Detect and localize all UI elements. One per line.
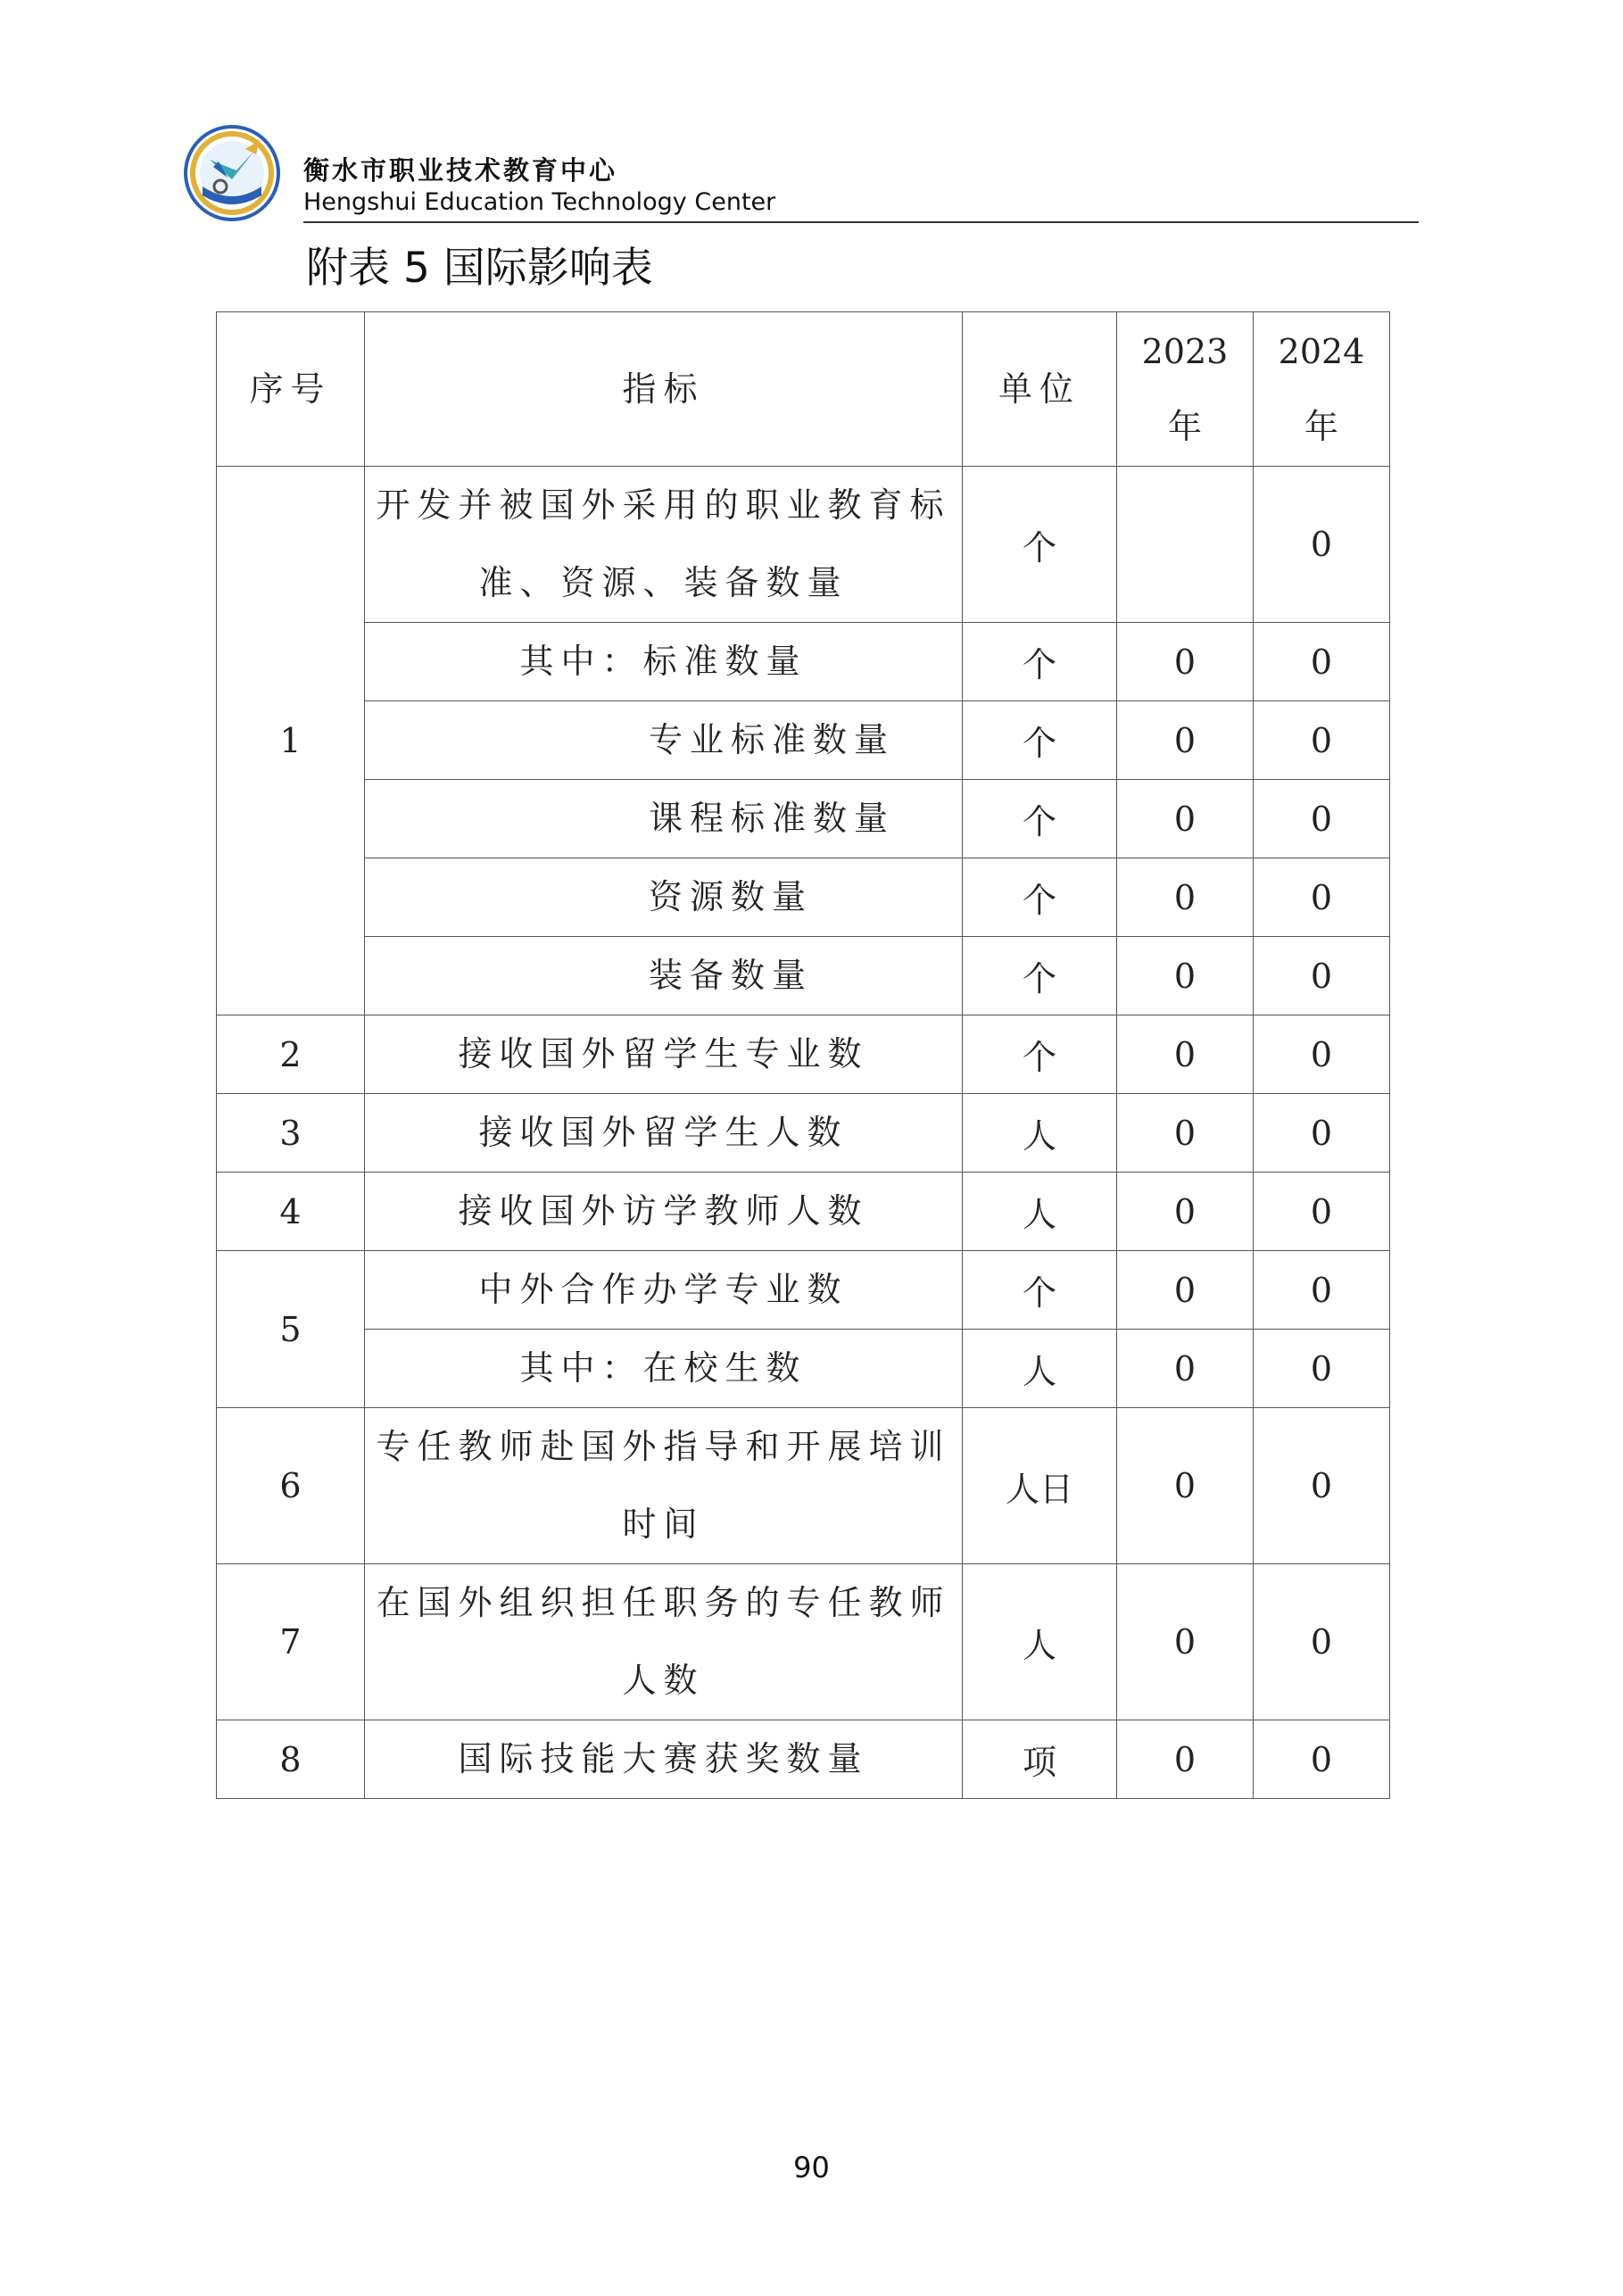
row-indicator: 课程标准数量 (365, 780, 963, 858)
table-row (217, 937, 1390, 1015)
row-value-2023: 0 (1117, 1015, 1254, 1094)
row-index: 1 (217, 467, 365, 1015)
row-value-2023: 0 (1117, 1094, 1254, 1173)
row-index: 2 (217, 1015, 365, 1094)
row-value-2024: 0 (1254, 1408, 1390, 1564)
row-unit: 项 (963, 1720, 1117, 1799)
header-indicator: 指标 (365, 312, 963, 467)
table-row (217, 701, 1390, 780)
row-value-2024: 0 (1254, 1564, 1390, 1720)
header-year-2023-suffix: 年 (1167, 407, 1202, 446)
row-unit: 个 (963, 701, 1117, 780)
row-value-2024: 0 (1254, 780, 1390, 858)
row-value-2023: 0 (1117, 701, 1254, 780)
row-unit: 人 (963, 1330, 1117, 1408)
row-value-2023: 0 (1117, 1564, 1254, 1720)
table-title: 附表 5 国际影响表 (306, 244, 653, 293)
row-unit: 人日 (963, 1408, 1117, 1564)
header-year-2024-number: 2024 (1278, 332, 1365, 371)
row-index: 8 (217, 1720, 365, 1799)
row-indicator: 其中：在校生数 (365, 1330, 963, 1408)
row-indicator: 装备数量 (365, 937, 963, 1015)
table-row (217, 623, 1390, 701)
row-index: 3 (217, 1094, 365, 1173)
table-row (217, 780, 1390, 858)
row-index: 6 (217, 1408, 365, 1564)
row-unit: 个 (963, 467, 1117, 623)
row-value-2023: 0 (1117, 623, 1254, 701)
header-unit: 单位 (963, 312, 1117, 467)
row-value-2023: 0 (1117, 937, 1254, 1015)
table-row (217, 1564, 1390, 1720)
organization-name-english: Hengshui Education Technology Center (303, 188, 776, 216)
row-indicator: 接收国外留学生人数 (365, 1094, 963, 1173)
row-unit: 个 (963, 858, 1117, 937)
row-value-2024: 0 (1254, 467, 1390, 623)
row-indicator (365, 1408, 963, 1564)
row-value-2023: 0 (1117, 1330, 1254, 1408)
header-year-2024 (1254, 312, 1390, 467)
page-header (183, 112, 1419, 236)
table-row (217, 1720, 1390, 1799)
row-unit: 个 (963, 780, 1117, 858)
row-value-2024: 0 (1254, 623, 1390, 701)
table-row (217, 1015, 1390, 1094)
indicator-line: 开发并被国外采用的职业教育标 (376, 485, 951, 525)
page-number: 90 (793, 2151, 830, 2184)
row-unit: 人 (963, 1564, 1117, 1720)
row-indicator: 其中：标准数量 (365, 623, 963, 701)
row-indicator: 资源数量 (365, 858, 963, 937)
row-value-2024: 0 (1254, 1251, 1390, 1330)
row-indicator (365, 467, 963, 623)
indicator-line: 时间 (622, 1504, 705, 1544)
row-value-2023: 0 (1117, 858, 1254, 937)
row-indicator: 专业标准数量 (365, 701, 963, 780)
header-divider (303, 221, 1419, 223)
row-value-2023: 0 (1117, 780, 1254, 858)
table-row (217, 1251, 1390, 1330)
row-value-2023 (1117, 467, 1254, 623)
table-row (217, 1408, 1390, 1564)
row-unit: 人 (963, 1173, 1117, 1251)
row-value-2024: 0 (1254, 858, 1390, 937)
row-unit: 个 (963, 623, 1117, 701)
indicator-line: 在国外组织担任职务的专任教师 (376, 1583, 951, 1622)
row-indicator: 中外合作办学专业数 (365, 1251, 963, 1330)
row-unit: 个 (963, 1015, 1117, 1094)
table-row (217, 467, 1390, 623)
table-row (217, 1173, 1390, 1251)
table-row (217, 858, 1390, 937)
row-unit: 个 (963, 1251, 1117, 1330)
row-unit: 人 (963, 1094, 1117, 1173)
row-value-2024: 0 (1254, 937, 1390, 1015)
header-year-2023 (1117, 312, 1254, 467)
row-indicator (365, 1564, 963, 1720)
organization-name-chinese: 衡水市职业技术教育中心 (303, 155, 618, 186)
international-influence-table (216, 311, 1390, 1799)
row-indicator: 国际技能大赛获奖数量 (365, 1720, 963, 1799)
indicator-line: 人数 (622, 1661, 705, 1700)
row-index: 4 (217, 1173, 365, 1251)
indicator-line: 准、资源、装备数量 (478, 563, 849, 602)
header-year-2024-suffix: 年 (1304, 407, 1338, 446)
table-header-row (217, 312, 1390, 467)
header-index: 序号 (217, 312, 365, 467)
table-row (217, 1330, 1390, 1408)
row-value-2024: 0 (1254, 701, 1390, 780)
row-value-2024: 0 (1254, 1015, 1390, 1094)
row-index: 7 (217, 1564, 365, 1720)
header-year-2023-number: 2023 (1141, 332, 1229, 371)
row-value-2023: 0 (1117, 1720, 1254, 1799)
table-row (217, 1094, 1390, 1173)
indicator-line: 专任教师赴国外指导和开展培训 (376, 1427, 951, 1466)
row-value-2023: 0 (1117, 1251, 1254, 1330)
row-indicator: 接收国外访学教师人数 (365, 1173, 963, 1251)
row-value-2024: 0 (1254, 1330, 1390, 1408)
row-index: 5 (217, 1251, 365, 1408)
row-value-2024: 0 (1254, 1094, 1390, 1173)
row-value-2024: 0 (1254, 1173, 1390, 1251)
row-unit: 个 (963, 937, 1117, 1015)
row-value-2023: 0 (1117, 1173, 1254, 1251)
row-value-2023: 0 (1117, 1408, 1254, 1564)
row-value-2024: 0 (1254, 1720, 1390, 1799)
row-indicator: 接收国外留学生专业数 (365, 1015, 963, 1094)
school-emblem-logo (183, 124, 281, 222)
